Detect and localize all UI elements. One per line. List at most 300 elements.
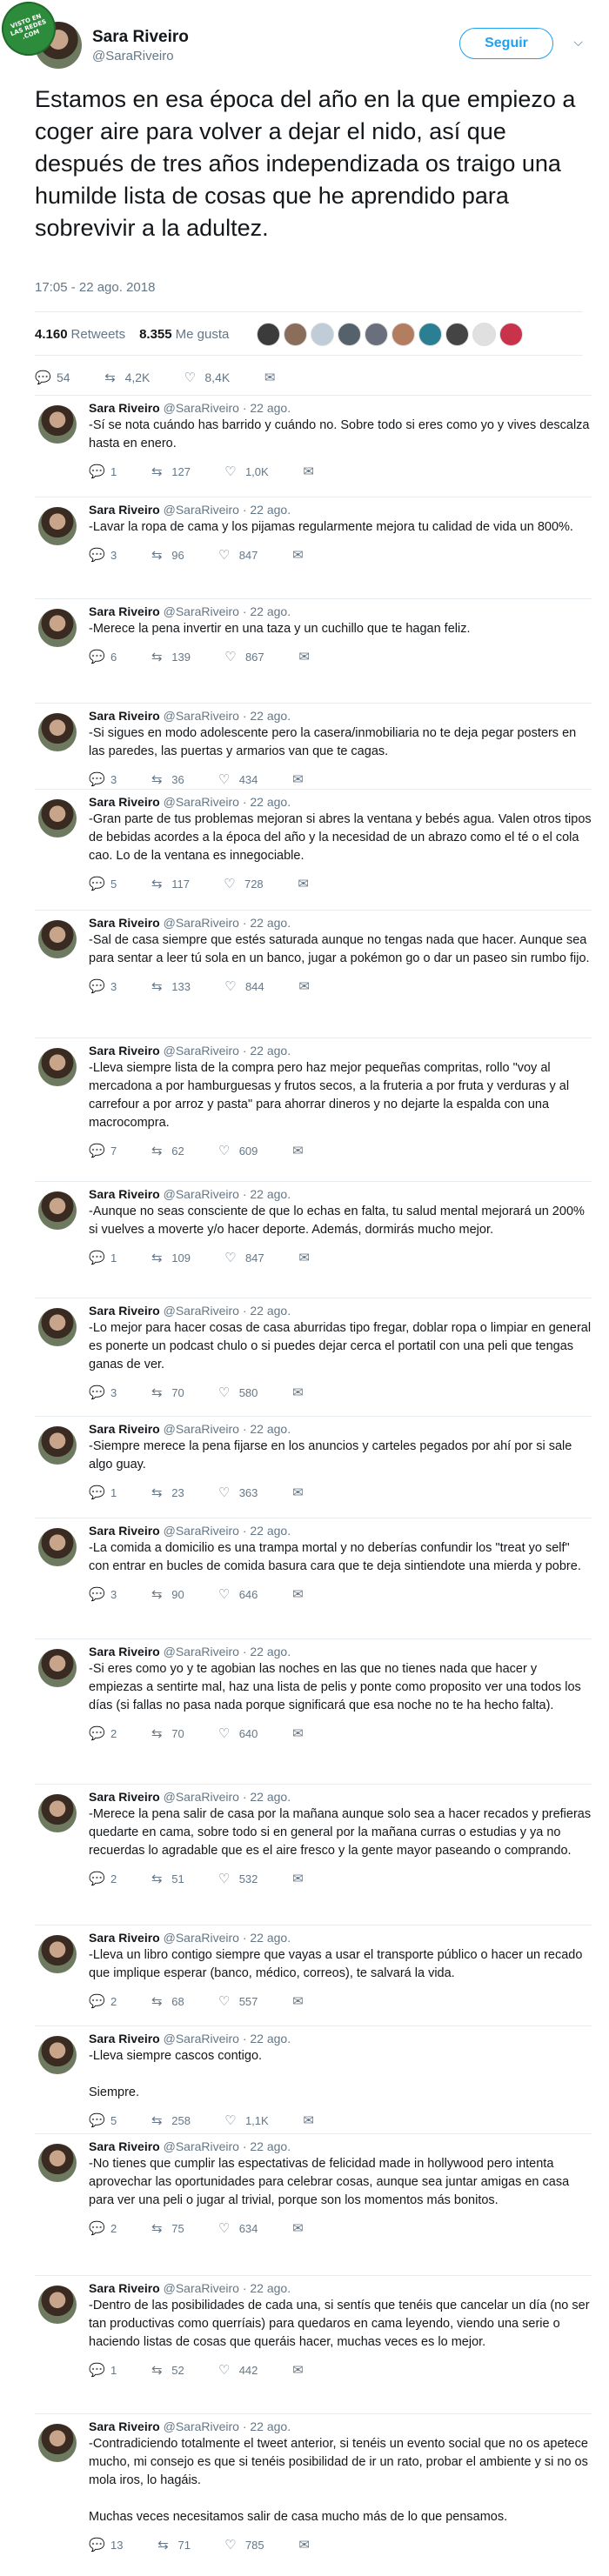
- follow-button[interactable]: Seguir: [459, 28, 553, 59]
- liker-avatar[interactable]: [392, 323, 415, 346]
- reply-author-name[interactable]: Sara Riveiro: [89, 503, 160, 517]
- reply-actions: [89, 872, 592, 895]
- reply-author-name[interactable]: Sara Riveiro: [89, 604, 160, 618]
- reply-count: 1: [110, 2363, 117, 2377]
- reply-tweet[interactable]: [35, 1421, 592, 1504]
- reply-count: 7: [110, 1144, 117, 1158]
- mail-icon: ✉: [292, 1144, 304, 1158]
- retweet-icon: ⇆: [151, 877, 163, 891]
- mail-icon: ✉: [292, 772, 304, 787]
- mail-icon: ✉: [264, 370, 276, 385]
- dm-action[interactable]: [291, 771, 312, 787]
- like-action[interactable]: [218, 547, 258, 563]
- retweet-icon: ⇆: [151, 2363, 163, 2378]
- mail-icon: ✉: [303, 2113, 314, 2128]
- reply-text: -Lleva siempre lista de la compra pero haz mejor pequeñas compritas, rollo "voy al mercadona a por hamburguesas y frutos secos, a la fruteria a por fruta y verduras y al carrefour a por arroz y pasta" para ahorrar dineros y no dejarte la espalda con una macrocompra.: [89, 1061, 570, 1130]
- reply-body: [89, 915, 592, 998]
- mail-icon: ✉: [292, 1485, 304, 1500]
- like-action[interactable]: [218, 1385, 258, 1400]
- reply-author-name[interactable]: Sara Riveiro: [89, 401, 160, 415]
- retweet-icon: ⇆: [151, 772, 163, 787]
- reply-body: [89, 2419, 592, 2556]
- dm-action[interactable]: [291, 2362, 312, 2378]
- mail-icon: ✉: [292, 1872, 304, 1886]
- reply-meta: @SaraRiveiro · 22 ago.: [159, 2139, 291, 2153]
- heart-icon: ♡: [224, 877, 236, 891]
- author-avatar[interactable]: [38, 1426, 77, 1465]
- dm-action[interactable]: [298, 978, 319, 994]
- reply-actions: [89, 1722, 592, 1745]
- author-avatar[interactable]: [38, 507, 77, 545]
- retweet-action[interactable]: [150, 978, 191, 994]
- like-action[interactable]: [218, 771, 258, 787]
- reply-action[interactable]: [89, 1250, 117, 1265]
- reply-count: 3: [110, 1385, 117, 1399]
- liker-avatar[interactable]: [472, 323, 496, 346]
- reply-text: -No tienes que cumplir las espectativas de felicidad made in hollywood pero intenta aprovechar las oportunidades para celebrar cosas, aunque sea juntar amigas en casa para ver una peli o jugar al trivial, porque son los momentos más bonitos.: [89, 2157, 570, 2207]
- heart-icon: ♡: [224, 1251, 237, 1265]
- reply-actions: [89, 768, 592, 791]
- reply-action[interactable]: [89, 1725, 117, 1741]
- main-tweet-header: [35, 19, 592, 71]
- likes-label: Me gusta: [175, 326, 230, 342]
- divider: [35, 355, 583, 356]
- reply-tweet[interactable]: [35, 2139, 592, 2239]
- reply-author-name[interactable]: Sara Riveiro: [89, 1790, 160, 1804]
- reply-count: 1: [110, 1251, 117, 1265]
- reply-body: [89, 1303, 592, 1404]
- main-tweet-text: Estamos en esa época del año en la que empiezo a coger aire para volver a dejar el nido, así que después de tres años independizada os traigo una humilde lista de cosas que he aprendido para sobrevivir a la adultez.: [35, 86, 576, 241]
- like-action[interactable]: [224, 2112, 269, 2128]
- like-count: 609: [238, 1144, 258, 1158]
- mail-icon: ✉: [298, 1251, 310, 1265]
- reply-tweet[interactable]: [35, 400, 592, 483]
- mail-icon: ✉: [292, 2363, 304, 2378]
- retweet-action[interactable]: [150, 2220, 184, 2236]
- reply-author-name[interactable]: Sara Riveiro: [89, 1422, 160, 1436]
- author-handle[interactable]: @SaraRiveiro: [92, 48, 174, 63]
- retweet-count: 90: [171, 1587, 184, 1601]
- author-avatar[interactable]: [38, 609, 77, 647]
- reply-meta: @SaraRiveiro · 22 ago.: [159, 1931, 291, 1945]
- reply-actions: [89, 460, 592, 483]
- chevron-down-icon[interactable]: ⌵: [573, 35, 583, 49]
- reply-count: 1: [110, 1485, 117, 1499]
- reply-count: 5: [110, 877, 117, 891]
- reply-body: [89, 1523, 592, 1605]
- reply-icon: 💬: [89, 979, 105, 994]
- like-action[interactable]: [218, 1143, 258, 1158]
- divider: [35, 598, 592, 599]
- reply-icon: 💬: [89, 1994, 105, 2009]
- reply-icon: 💬: [89, 1251, 105, 1265]
- reply-count: 54: [57, 370, 70, 384]
- reply-body: [89, 400, 592, 483]
- reply-actions: [89, 645, 592, 668]
- reply-actions: [89, 1583, 592, 1605]
- reply-meta: @SaraRiveiro · 22 ago.: [159, 1524, 291, 1538]
- reply-tweet[interactable]: [35, 2419, 592, 2556]
- likes-stat[interactable]: [139, 327, 229, 342]
- reply-tweet[interactable]: [35, 604, 592, 668]
- like-action[interactable]: [224, 978, 264, 994]
- author-avatar[interactable]: [38, 799, 77, 838]
- like-count: 363: [238, 1485, 258, 1499]
- reply-header: [89, 1789, 592, 1805]
- retweet-action[interactable]: [150, 1485, 184, 1500]
- reply-action[interactable]: [89, 2362, 117, 2378]
- author-avatar[interactable]: [38, 1528, 77, 1566]
- author-names: [92, 28, 189, 63]
- author-name[interactable]: Sara Riveiro: [92, 27, 189, 46]
- like-action[interactable]: [183, 370, 230, 385]
- reply-meta: @SaraRiveiro · 22 ago.: [159, 1790, 291, 1804]
- retweet-icon: ⇆: [151, 464, 163, 479]
- like-action[interactable]: [224, 649, 264, 664]
- author-avatar[interactable]: [38, 920, 77, 958]
- dm-action[interactable]: [291, 1385, 312, 1400]
- liker-avatar[interactable]: [338, 323, 361, 346]
- heart-icon: ♡: [218, 1144, 231, 1158]
- like-action[interactable]: [224, 2537, 264, 2553]
- mail-icon: ✉: [292, 1587, 304, 1602]
- dm-action[interactable]: [291, 1485, 312, 1500]
- reply-body: [89, 502, 592, 566]
- dm-action[interactable]: [298, 1250, 319, 1265]
- divider: [35, 395, 592, 396]
- dm-action[interactable]: [263, 370, 284, 385]
- reply-header: [89, 708, 592, 724]
- like-count: 844: [244, 979, 264, 993]
- reply-action[interactable]: [89, 1993, 117, 2009]
- reply-author-name[interactable]: Sara Riveiro: [89, 2139, 160, 2153]
- reply-tweet[interactable]: [35, 794, 592, 895]
- divider: [35, 1784, 592, 1785]
- retweet-count: 75: [171, 2221, 184, 2235]
- retweet-action[interactable]: [150, 1871, 184, 1886]
- retweet-icon: ⇆: [151, 2113, 163, 2128]
- mail-icon: ✉: [292, 548, 304, 563]
- retweet-action[interactable]: [104, 370, 151, 385]
- like-count: 1,0K: [244, 464, 269, 478]
- reply-action[interactable]: [89, 547, 117, 563]
- retweet-action[interactable]: [150, 1993, 184, 2009]
- main-tweet-timestamp[interactable]: 17:05 - 22 ago. 2018: [35, 280, 156, 295]
- reply-tweet[interactable]: [35, 1930, 592, 2012]
- reply-header: [89, 2419, 592, 2434]
- retweet-action[interactable]: [150, 876, 190, 891]
- like-action[interactable]: [218, 1586, 258, 1602]
- divider: [35, 1181, 592, 1182]
- reply-header: [89, 604, 592, 619]
- reply-actions: [89, 1990, 592, 2012]
- retweet-count: 52: [171, 2363, 184, 2377]
- reply-text: -Lo mejor para hacer cosas de casa aburridas tipo fregar, doblar ropa o limpiar en general es ponerte un podcast chulo o si puedes dejar cerca el portatil con una peli que tengas ganas de ver.: [89, 1321, 592, 1371]
- liker-avatar[interactable]: [257, 323, 280, 346]
- author-avatar[interactable]: [38, 405, 77, 444]
- like-action[interactable]: [224, 464, 269, 479]
- dm-action[interactable]: [291, 1725, 312, 1741]
- liker-avatar[interactable]: [418, 323, 442, 346]
- reply-author-name[interactable]: Sara Riveiro: [89, 2419, 160, 2433]
- like-action[interactable]: [224, 1250, 264, 1265]
- author-avatar[interactable]: [38, 2144, 77, 2182]
- mail-icon: ✉: [303, 464, 314, 479]
- reply-meta: @SaraRiveiro · 22 ago.: [159, 1645, 291, 1658]
- dm-action[interactable]: [291, 1871, 312, 1886]
- author-avatar[interactable]: [38, 2424, 77, 2462]
- dm-action[interactable]: [298, 649, 319, 664]
- mail-icon: ✉: [292, 2221, 304, 2236]
- retweet-action[interactable]: [150, 1586, 184, 1602]
- mail-icon: ✉: [292, 1385, 304, 1400]
- retweet-icon: ⇆: [151, 650, 163, 664]
- dm-action[interactable]: [291, 1143, 312, 1158]
- reply-tweet[interactable]: [35, 1043, 592, 1162]
- reply-count: 13: [110, 2538, 124, 2552]
- reply-action[interactable]: [89, 2220, 117, 2236]
- reply-text: -Siempre merece la pena fijarse en los anuncios y carteles pegados por ahí por si sale algo guay.: [89, 1439, 572, 1472]
- reply-author-name[interactable]: Sara Riveiro: [89, 916, 160, 930]
- reply-text: -Si sigues en modo adolescente pero la casera/inmobiliaria no te deja pegar posters en las paredes, las puertas y armarios van que te cagas.: [89, 726, 577, 758]
- liker-avatar[interactable]: [445, 323, 469, 346]
- reply-icon: 💬: [89, 2221, 105, 2236]
- reply-action[interactable]: [89, 1871, 117, 1886]
- retweet-count: 62: [171, 1144, 184, 1158]
- retweet-action[interactable]: [150, 1250, 191, 1265]
- reply-action[interactable]: [35, 370, 70, 385]
- reply-icon: 💬: [89, 1726, 105, 1741]
- dm-action[interactable]: [297, 876, 318, 891]
- reply-action[interactable]: [89, 649, 117, 664]
- reply-header: [89, 794, 592, 810]
- retweet-count: 68: [171, 1994, 184, 2008]
- retweet-icon: ⇆: [151, 1144, 163, 1158]
- retweet-count: 23: [171, 1485, 184, 1499]
- reply-tweet[interactable]: [35, 502, 592, 566]
- retweet-icon: ⇆: [151, 1385, 163, 1400]
- reply-header: [89, 502, 592, 517]
- reply-meta: @SaraRiveiro · 22 ago.: [159, 1187, 291, 1201]
- reply-body: [89, 1930, 592, 2012]
- reply-header: [89, 1303, 592, 1318]
- reply-action[interactable]: [89, 978, 117, 994]
- liker-avatar[interactable]: [365, 323, 388, 346]
- retweet-action[interactable]: [150, 1385, 184, 1400]
- reply-icon: 💬: [89, 650, 105, 664]
- retweet-count: 139: [171, 650, 191, 664]
- reply-text: -Lleva un libro contigo siempre que vayas a usar el transporte público o hacer un recado que implique esperar (banco, médico, correos), te salvará la vida.: [89, 1948, 583, 1980]
- like-action[interactable]: [218, 1871, 258, 1886]
- dm-action[interactable]: [298, 2537, 319, 2553]
- reply-tweet[interactable]: [35, 1789, 592, 1890]
- retweet-icon: ⇆: [151, 1872, 163, 1886]
- retweet-count: 51: [171, 1872, 184, 1885]
- reply-count: 2: [110, 1872, 117, 1885]
- like-action[interactable]: [223, 876, 264, 891]
- reply-meta: @SaraRiveiro · 22 ago.: [159, 604, 291, 618]
- retweet-icon: ⇆: [157, 2538, 169, 2553]
- reply-author-name[interactable]: Sara Riveiro: [89, 1044, 160, 1058]
- engagement-stats: [35, 317, 583, 351]
- heart-icon: ♡: [218, 772, 231, 787]
- like-count: 847: [244, 1251, 264, 1265]
- like-count: 640: [238, 1726, 258, 1740]
- reply-header: [89, 1930, 592, 1945]
- author-avatar[interactable]: [38, 1308, 77, 1346]
- reply-meta: @SaraRiveiro · 22 ago.: [159, 709, 291, 723]
- reply-text: -Lleva siempre cascos contigo. Siempre.: [89, 2049, 263, 2099]
- reply-author-name[interactable]: Sara Riveiro: [89, 1931, 160, 1945]
- retweet-action[interactable]: [150, 547, 184, 563]
- retweet-action[interactable]: [150, 464, 191, 479]
- reply-tweet[interactable]: [35, 915, 592, 998]
- retweet-action[interactable]: [150, 649, 191, 664]
- like-action[interactable]: [218, 1725, 258, 1741]
- retweet-action[interactable]: [150, 1725, 184, 1741]
- reply-body: [89, 794, 592, 895]
- retweets-stat[interactable]: [35, 327, 125, 342]
- reply-header: [89, 1421, 592, 1437]
- heart-icon: ♡: [218, 1872, 231, 1886]
- reply-header: [89, 1186, 592, 1202]
- reply-meta: @SaraRiveiro · 22 ago.: [159, 1422, 291, 1436]
- like-count: 580: [238, 1385, 258, 1399]
- reply-tweet[interactable]: [35, 1303, 592, 1404]
- dm-action[interactable]: [291, 547, 312, 563]
- retweet-icon: ⇆: [104, 370, 116, 385]
- reply-author-name[interactable]: Sara Riveiro: [89, 1645, 160, 1658]
- like-count: 442: [238, 2363, 258, 2377]
- reply-meta: @SaraRiveiro · 22 ago.: [159, 795, 291, 809]
- reply-tweet[interactable]: [35, 1644, 592, 1745]
- author-avatar[interactable]: [38, 1935, 77, 1973]
- reply-action[interactable]: [89, 1586, 117, 1602]
- retweet-action[interactable]: [150, 2362, 184, 2378]
- divider: [35, 2275, 592, 2276]
- mail-icon: ✉: [298, 979, 310, 994]
- likes-count: 8.355: [139, 326, 172, 342]
- retweets-label: Retweets: [70, 326, 126, 342]
- like-action[interactable]: [218, 2220, 258, 2236]
- reply-tweet[interactable]: [35, 1186, 592, 1269]
- liker-avatar[interactable]: [284, 323, 307, 346]
- reply-icon: 💬: [89, 1144, 105, 1158]
- author-avatar[interactable]: [38, 1649, 77, 1687]
- heart-icon: ♡: [218, 1385, 231, 1400]
- like-action[interactable]: [218, 1485, 258, 1500]
- dm-action[interactable]: [291, 1586, 312, 1602]
- reply-author-name[interactable]: Sara Riveiro: [89, 1304, 160, 1318]
- author-avatar[interactable]: [38, 1048, 77, 1086]
- reply-author-name[interactable]: Sara Riveiro: [89, 1187, 160, 1201]
- reply-text: -Merece la pena salir de casa por la mañana aunque solo sea a hacer recados y prefieras quedarte en cama, sobre todo si en general por la mañana curras o estudias y ya no recuerdas lo agradable que es el aire fresco y la gente mayor paseando o comprando.: [89, 1807, 592, 1858]
- author-avatar[interactable]: [38, 713, 77, 751]
- heart-icon: ♡: [224, 2113, 237, 2128]
- reply-author-name[interactable]: Sara Riveiro: [89, 795, 160, 809]
- author-avatar[interactable]: [38, 2286, 77, 2324]
- retweet-count: 4,2K: [124, 370, 151, 384]
- reply-actions: [89, 2533, 592, 2556]
- liker-avatar[interactable]: [311, 323, 334, 346]
- reply-text: -Sal de casa siempre que estés saturada aunque no tengas nada que hacer. Aunque sea para sentar a leer tú sola en un banco, jugar a pokémon go o dar un paseo sin rumbo fijo.: [89, 933, 590, 965]
- reply-icon: 💬: [89, 464, 105, 479]
- reply-actions: [89, 2109, 592, 2132]
- retweet-action[interactable]: [150, 2112, 191, 2128]
- reply-text: -La comida a domicilio es una trampa mortal y no deberías confundir los "treat yo self" con entrar en bucles de comida basura cara que te deja sintiendote una mierda y pobre.: [89, 1541, 581, 1573]
- like-count: 785: [244, 2538, 264, 2552]
- reply-body: [89, 2031, 592, 2132]
- reply-actions: [89, 1481, 592, 1504]
- reply-action[interactable]: [89, 2537, 123, 2553]
- like-action[interactable]: [218, 1993, 258, 2009]
- reply-body: [89, 2280, 592, 2381]
- reply-author-name[interactable]: Sara Riveiro: [89, 2032, 160, 2045]
- dm-action[interactable]: [302, 2112, 324, 2128]
- dm-action[interactable]: [291, 2220, 312, 2236]
- reply-author-name[interactable]: Sara Riveiro: [89, 2281, 160, 2295]
- reply-tweet[interactable]: [35, 1523, 592, 1605]
- like-count: 1,1K: [244, 2113, 269, 2127]
- like-action[interactable]: [218, 2362, 258, 2378]
- reply-meta: @SaraRiveiro · 22 ago.: [159, 916, 291, 930]
- reply-tweet[interactable]: [35, 2280, 592, 2381]
- retweets-count: 4.160: [35, 326, 68, 342]
- reply-tweet[interactable]: [35, 2031, 592, 2132]
- retweet-action[interactable]: [150, 1143, 184, 1158]
- reply-body: [89, 1644, 592, 1745]
- retweet-action[interactable]: [150, 771, 184, 787]
- reply-meta: @SaraRiveiro · 22 ago.: [159, 2419, 291, 2433]
- reply-action[interactable]: [89, 1143, 117, 1158]
- reply-actions: [89, 975, 592, 998]
- reply-text: -Merece la pena invertir en una taza y un cuchillo que te hagan feliz.: [89, 622, 471, 636]
- reply-icon: 💬: [89, 772, 105, 787]
- reply-tweet[interactable]: [35, 708, 592, 791]
- reply-meta: @SaraRiveiro · 22 ago.: [159, 2281, 291, 2295]
- reply-action[interactable]: [89, 2112, 117, 2128]
- reply-author-name[interactable]: Sara Riveiro: [89, 1524, 160, 1538]
- heart-icon: ♡: [224, 650, 237, 664]
- dm-action[interactable]: [302, 464, 324, 479]
- liker-avatar[interactable]: [499, 323, 523, 346]
- retweet-count: 258: [171, 2113, 191, 2127]
- retweet-count: 109: [171, 1251, 191, 1265]
- reply-action[interactable]: [89, 876, 117, 891]
- reply-icon: 💬: [89, 2113, 105, 2128]
- reply-action[interactable]: [89, 771, 117, 787]
- like-count: 8,4K: [204, 370, 231, 384]
- reply-action[interactable]: [89, 464, 117, 479]
- reply-body: [89, 1186, 592, 1269]
- reply-count: 3: [110, 548, 117, 562]
- dm-action[interactable]: [291, 1993, 312, 2009]
- reply-meta: @SaraRiveiro · 22 ago.: [159, 401, 291, 415]
- author-avatar[interactable]: [38, 2036, 77, 2074]
- author-avatar[interactable]: [38, 1191, 77, 1230]
- retweet-count: 96: [171, 548, 184, 562]
- reply-action[interactable]: [89, 1385, 117, 1400]
- reply-text: -Gran parte de tus problemas mejoran si abres la ventana y bebés agua. Valen otros tipos de bebidas acordes a la época del año y la necesidad de un abrazo como el té o el cola cao. Lo de la ventana es innegociable.: [89, 812, 592, 863]
- watermark-badge: VISTO EN LAS REDES .COM: [0, 0, 64, 63]
- reply-author-name[interactable]: Sara Riveiro: [89, 709, 160, 723]
- author-avatar[interactable]: [38, 1794, 77, 1832]
- retweet-action[interactable]: [156, 2537, 190, 2553]
- reply-action[interactable]: [89, 1485, 117, 1500]
- reply-count: 3: [110, 772, 117, 786]
- reply-meta: @SaraRiveiro · 22 ago.: [159, 1304, 291, 1318]
- heart-icon: ♡: [218, 1587, 231, 1602]
